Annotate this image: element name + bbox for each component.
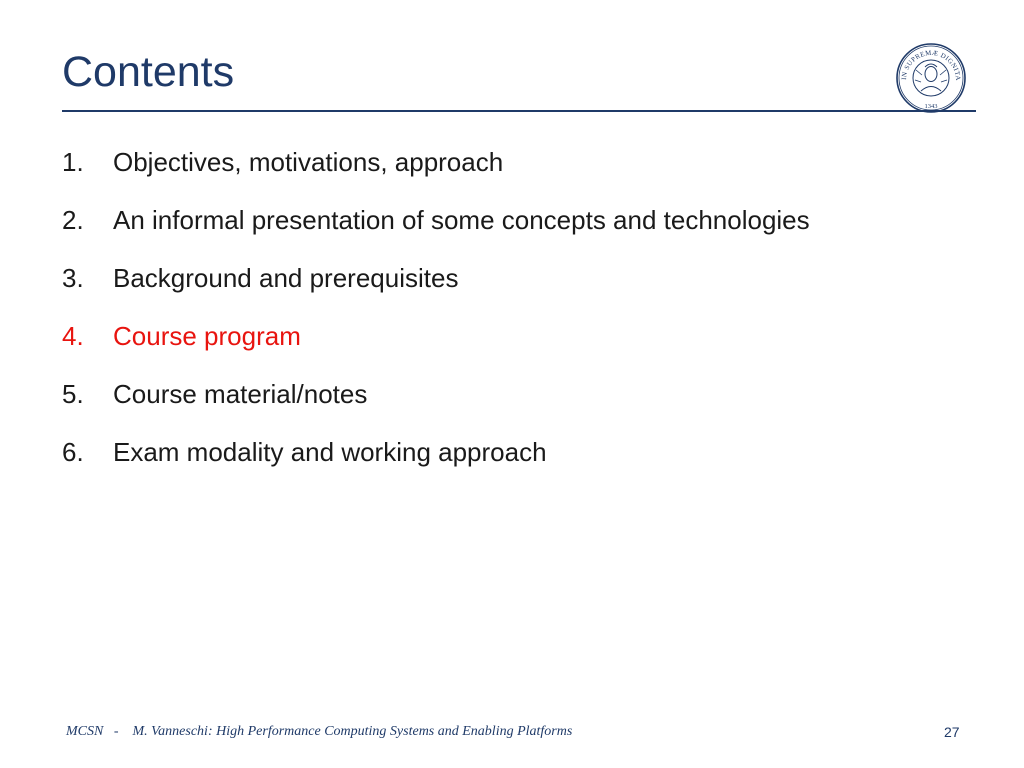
page-number: 27	[944, 724, 960, 740]
university-seal-logo	[895, 42, 967, 114]
item-label: An informal presentation of some concepts and technologies	[113, 205, 810, 235]
item-number: 6.	[62, 437, 84, 467]
footer-text	[66, 724, 572, 740]
svg-text:IN SUPREMÆ DIGNITATIS	[895, 42, 961, 81]
contents-item-1	[62, 142, 810, 200]
slide-title: Contents	[62, 48, 235, 96]
item-number: 4.	[62, 321, 84, 351]
seal-year: 1343	[924, 103, 938, 110]
contents-item-2	[62, 200, 810, 258]
item-label: Course program	[113, 321, 301, 351]
contents-item-4	[62, 316, 810, 374]
item-label: Objectives, motivations, approach	[113, 147, 504, 177]
seal-motto: IN SUPREMÆ DIGNITA	[900, 49, 962, 81]
seal-icon	[895, 42, 967, 114]
contents-list	[62, 142, 810, 490]
footer-course: MCSN	[66, 724, 104, 739]
item-number: 3.	[62, 263, 84, 293]
item-number: 1.	[62, 147, 84, 177]
contents-item-6	[62, 432, 810, 490]
footer-separator: -	[113, 724, 119, 739]
title-divider	[62, 110, 976, 112]
item-number: 2.	[62, 205, 84, 235]
item-label: Exam modality and working approach	[113, 437, 547, 467]
contents-item-5	[62, 374, 810, 432]
item-number: 5.	[62, 379, 84, 409]
item-label: Course material/notes	[113, 379, 368, 409]
footer-author-title: M. Vanneschi: High Performance Computing Systems and Enabling Platforms	[132, 724, 573, 739]
item-label: Background and prerequisites	[113, 263, 459, 293]
contents-item-3	[62, 258, 810, 316]
